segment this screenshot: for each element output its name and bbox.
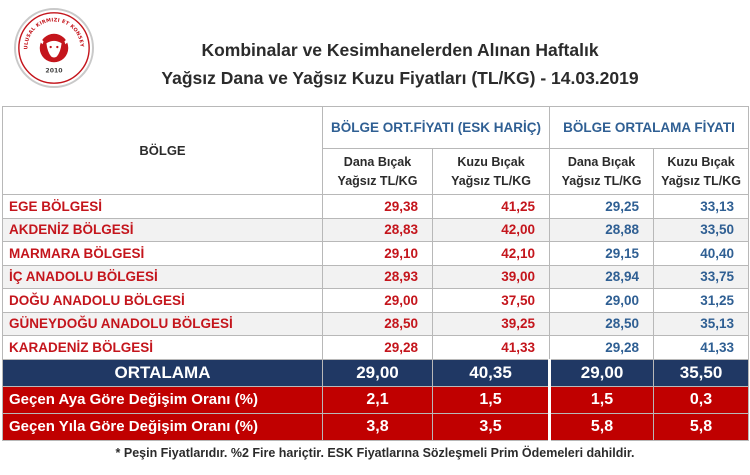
table-row <box>3 218 749 242</box>
subheader-veal-1: Dana Bıçak Yağsız TL/KG <box>323 149 433 195</box>
price-cell: 29,00 <box>550 289 654 313</box>
footnote: * Peşin Fiyatlarıdır. %2 Fire hariçtir. ESK Fiyatlarına Sözleşmeli Prim Ödemeleri dahildir. <box>115 446 635 460</box>
table-row <box>3 289 749 313</box>
header-row-groups <box>3 107 749 149</box>
table-row <box>3 312 749 336</box>
price-cell: 31,25 <box>654 289 749 313</box>
monthly-change-row <box>3 386 749 413</box>
price-cell: 33,13 <box>654 195 749 219</box>
price-cell: 29,38 <box>323 195 433 219</box>
price-cell: 28,50 <box>550 312 654 336</box>
monthly-change-label: Geçen Aya Göre Değişim Oranı (%) <box>3 386 323 413</box>
price-cell: 42,00 <box>433 218 550 242</box>
price-cell: 29,15 <box>550 242 654 266</box>
region-name: İÇ ANADOLU BÖLGESİ <box>3 265 323 289</box>
region-name: AKDENİZ BÖLGESİ <box>3 218 323 242</box>
change-cell: 3,8 <box>323 413 433 440</box>
price-cell: 29,00 <box>323 289 433 313</box>
subheader-veal-2: Dana Bıçak Yağsız TL/KG <box>550 149 654 195</box>
region-name: KARADENİZ BÖLGESİ <box>3 336 323 360</box>
region-column-header: BÖLGE <box>3 107 323 195</box>
price-cell: 42,10 <box>433 242 550 266</box>
table-row <box>3 265 749 289</box>
header <box>0 0 750 106</box>
yearly-change-row <box>3 413 749 440</box>
title-line-2: Yağsız Dana ve Yağsız Kuzu Fiyatları (TL/KG) - 14.03.2019 <box>161 68 639 88</box>
logo-arc-text: ULUSAL KIRMIZI ET KONSEY <box>23 17 85 50</box>
subheader-lamb-1: Kuzu Bıçak Yağsız TL/KG <box>433 149 550 195</box>
price-cell: 39,25 <box>433 312 550 336</box>
group-header-esk-excluded: BÖLGE ORT.FİYATI (ESK HARİÇ) <box>323 107 550 149</box>
price-cell: 29,10 <box>323 242 433 266</box>
average-row <box>3 359 749 386</box>
table-row <box>3 242 749 266</box>
price-cell: 28,50 <box>323 312 433 336</box>
price-cell: 28,83 <box>323 218 433 242</box>
change-cell: 5,8 <box>550 413 654 440</box>
price-cell: 41,25 <box>433 195 550 219</box>
change-cell: 1,5 <box>433 386 550 413</box>
price-cell: 35,13 <box>654 312 749 336</box>
average-cell: 29,00 <box>550 359 654 386</box>
average-label: ORTALAMA <box>3 359 323 386</box>
price-cell: 29,28 <box>323 336 433 360</box>
price-cell: 28,93 <box>323 265 433 289</box>
change-cell: 3,5 <box>433 413 550 440</box>
average-cell: 35,50 <box>654 359 749 386</box>
region-name: DOĞU ANADOLU BÖLGESİ <box>3 289 323 313</box>
price-cell: 28,88 <box>550 218 654 242</box>
organization-logo <box>14 8 94 88</box>
logo-emblem-icon <box>16 10 92 86</box>
price-cell: 33,50 <box>654 218 749 242</box>
subheader-lamb-2: Kuzu Bıçak Yağsız TL/KG <box>654 149 749 195</box>
price-cell: 39,00 <box>433 265 550 289</box>
price-cell: 29,28 <box>550 336 654 360</box>
region-name: EGE BÖLGESİ <box>3 195 323 219</box>
yearly-change-label: Geçen Yıla Göre Değişim Oranı (%) <box>3 413 323 440</box>
price-cell: 37,50 <box>433 289 550 313</box>
group-header-average: BÖLGE ORTALAMA FİYATI <box>550 107 749 149</box>
logo-year: 2010 <box>45 67 63 75</box>
change-cell: 5,8 <box>654 413 749 440</box>
price-cell: 40,40 <box>654 242 749 266</box>
change-cell: 0,3 <box>654 386 749 413</box>
table-row <box>3 336 749 360</box>
price-cell: 28,94 <box>550 265 654 289</box>
region-name: GÜNEYDOĞU ANADOLU BÖLGESİ <box>3 312 323 336</box>
price-cell: 41,33 <box>654 336 749 360</box>
average-cell: 29,00 <box>323 359 433 386</box>
average-cell: 40,35 <box>433 359 550 386</box>
table-row <box>3 195 749 219</box>
region-name: MARMARA BÖLGESİ <box>3 242 323 266</box>
page-title <box>120 36 680 92</box>
price-table <box>2 106 749 441</box>
price-cell: 33,75 <box>654 265 749 289</box>
price-cell: 29,25 <box>550 195 654 219</box>
price-cell: 41,33 <box>433 336 550 360</box>
title-line-1: Kombinalar ve Kesimhanelerden Alınan Haftalık <box>201 40 599 60</box>
change-cell: 1,5 <box>550 386 654 413</box>
change-cell: 2,1 <box>323 386 433 413</box>
